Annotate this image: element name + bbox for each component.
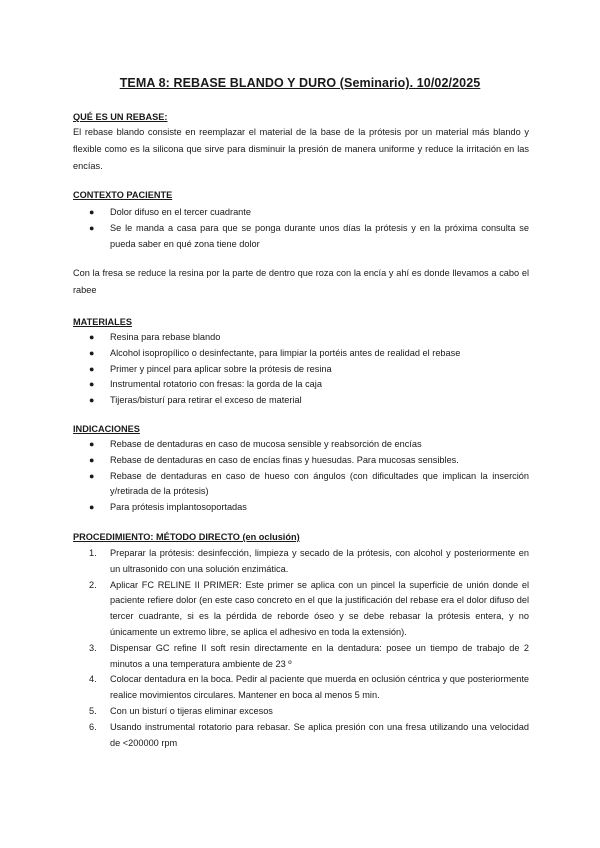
step-item: 1. Preparar la prótesis: desinfección, limpieza y secado de la prótesis, con alcohol y posteriormente en un ultrasonido con una solución enzimática.	[89, 548, 529, 574]
bullet-icon: ●	[89, 470, 95, 481]
list-item: ● Rebase de dentaduras en caso de hueso con ángulos (con dificultades que implican la inserción y/retirada de la prótesis)	[89, 470, 529, 497]
section-heading-procedimiento: PROCEDIMIENTO: MÉTODO DIRECTO (en oclusión)	[73, 532, 300, 542]
list-item: ● Tijeras/bisturí para retirar el exceso de material	[73, 393, 529, 409]
indicaciones-list	[73, 437, 529, 516]
step-item: 6. Usando instrumental rotatorio para rebasar. Se aplica presión con una fresa utilizando una velocidad de <200000 rpm	[89, 721, 529, 748]
list-item: ● Para prótesis implantosoportadas	[73, 500, 529, 516]
step-number: 3.	[89, 642, 97, 653]
step-number: 5.	[89, 705, 97, 716]
bullet-icon: ●	[89, 222, 95, 233]
list-item: ● Resina para rebase blando	[73, 330, 529, 346]
step-number: 1.	[89, 548, 97, 558]
section-heading-materiales: MATERIALES	[73, 317, 133, 327]
materiales-list	[73, 330, 529, 409]
bullet-icon: ●	[89, 207, 95, 217]
list-item: ● Se le manda a casa para que se ponga durante unos días la prótesis y en la próxima consulta se pueda saber en qué zona tiene dolor	[89, 222, 529, 249]
step-item: 2. Aplicar FC RELINE II PRIMER: Este primer se aplica con un pincel la superficie de unión donde el paciente refiere dolor (en este caso concreto en el que la justificación del rebase era el dolor difuso del tercer cuadrante, si es la pérdida de reborde óseo y se debe rebasar la prótesis entera, y no únicamente un extremo libre, se aplica el adhesivo en toda la extensión).	[89, 579, 529, 637]
step-item: 5. Con un bisturí o tijeras eliminar excesos	[73, 704, 529, 720]
list-item: ● Rebase de dentaduras en caso de mucosa sensible y reabsorción de encías	[73, 437, 529, 453]
contexto-list	[73, 205, 529, 252]
section-heading-contexto: CONTEXTO PACIENTE	[73, 190, 173, 200]
list-item: ● Dolor difuso en el tercer cuadrante	[73, 205, 529, 221]
procedimiento-steps	[73, 546, 529, 751]
document-title: TEMA 8: REBASE BLANDO Y DURO (Seminario). 10/02/2025	[119, 76, 481, 90]
bullet-icon: ●	[89, 439, 95, 449]
bullet-icon: ●	[89, 363, 95, 374]
section-heading-indicaciones: INDICACIONES	[73, 424, 140, 434]
bullet-icon: ●	[89, 395, 95, 406]
list-item: ● Rebase de dentaduras en caso de encías finas y huesudas. Para mucosas sensibles.	[73, 453, 529, 469]
list-item: ● Primer y pincel para aplicar sobre la prótesis de resina	[73, 362, 529, 378]
step-number: 2.	[89, 579, 97, 590]
contexto-note: Con la fresa se reduce la resina por la parte de dentro que roza con la encía y ahí es donde llevamos a cabo el rabee	[73, 268, 529, 295]
list-item: ● Alcohol isopropílico o desinfectante, para limpiar la portéis antes de realidad el rebase	[73, 346, 529, 362]
bullet-icon: ●	[89, 347, 95, 358]
step-number: 4.	[89, 674, 97, 685]
list-item: ● Instrumental rotatorio con fresas: la gorda de la caja	[73, 377, 529, 393]
bullet-icon: ●	[89, 379, 95, 390]
definition-paragraph: El rebase blando consiste en reemplazar el material de la base de la prótesis por un material más blando y flexible como es la silicona que sirve para disminuir la presión de manera uniforme y reduce la irritación en las encías.	[73, 127, 529, 171]
bullet-icon: ●	[89, 454, 95, 465]
section-heading-que-es: QUÉ ES UN REBASE:	[73, 112, 168, 122]
bullet-icon: ●	[89, 502, 95, 513]
step-number: 6.	[89, 721, 97, 732]
step-item: 4. Colocar dentadura en la boca. Pedir al paciente que muerda en oclusión céntrica y que posteriormente realice movimientos circulares. Mantener en boca al menos 5 min.	[89, 674, 529, 701]
bullet-icon: ●	[89, 332, 95, 342]
step-item: 3. Dispensar GC refine II soft resin directamente en la dentadura: posee un tiempo de trabajo de 2 minutos a una temperatura ambiente de 23 º	[89, 642, 529, 669]
